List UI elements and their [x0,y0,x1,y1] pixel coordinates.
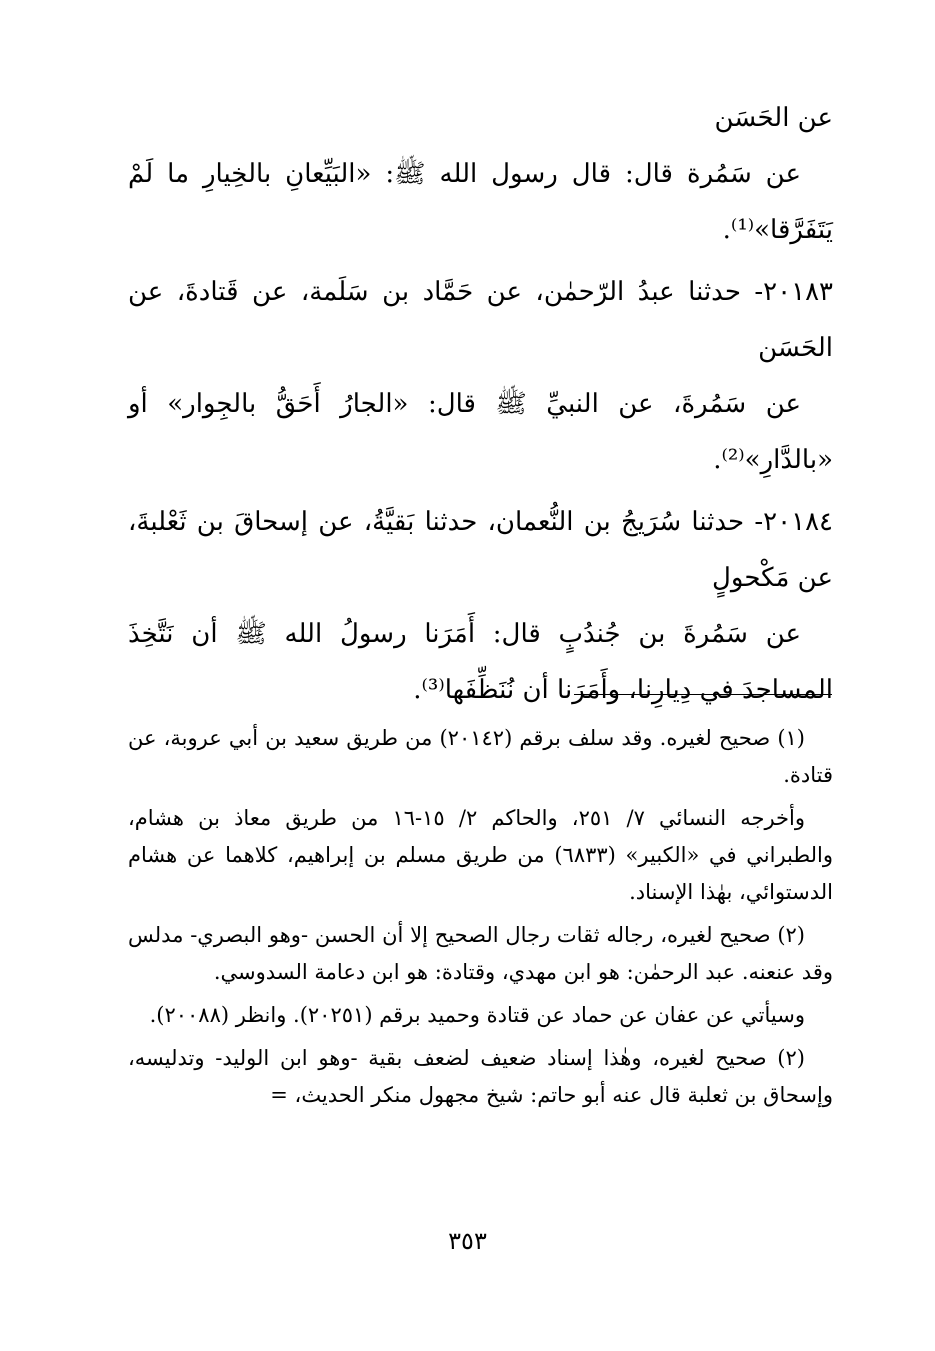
footnote: وسيأتي عن عفان عن حماد عن قتادة وحميد برقم (٢٠٢٥١). وانظر (٢٠٠٨٨). [149,1003,805,1027]
main-text [128,90,833,718]
hadith-text: عن سَمُرةَ بن جُندُبٍ قال: أَمَرَنا رسولُ الله ﷺ أن نَتَّخِذَ المساجدَ في دِيارِنا، وأَمَرَنا أن نُنَظِّفَها⁽³⁾. [128,619,833,705]
footnote: (٢) صحيح لغيره، وهٰذا إسناد ضعيف لضعف بقية -وهو ابن الوليد- وتدليسه، وإسحاق بن ثعلبة قال عنه أبو حاتم: شيخ مجهول منكر الحديث، = [128,1046,833,1107]
footnote: (١) صحيح لغيره. وقد سلف برقم (٢٠١٤٢) من طريق سعيد بن أبي عروبة، عن قتادة. [128,726,833,787]
footnote: وأخرجه النسائي ٧/ ٢٥١، والحاكم ٢/ ١٥-١٦ من طريق معاذ بن هشام، والطبراني في «الكبير» (٦٨٣٣) من طريق مسلم بن إبراهيم، كلاهما عن هشام الدستوائي، بهٰذا الإسناد. [128,806,833,904]
page-number: ٣٥٣ [448,1227,487,1255]
hadith-text: عن سَمُرة قال: قال رسول الله ﷺ: «البَيِّعانِ بالخِيارِ ما لَمْ يَتَفَرَّقا»⁽¹⁾. [128,159,833,245]
footnote-separator [574,694,832,695]
footnote: (٢) صحيح لغيره، رجاله ثقات رجال الصحيح إلا أن الحسن -وهو البصري- مدلس وقد عنعنه. عبد الرحمٰن: هو ابن مهدي، وقتادة: هو ابن دعامة السدوسي. [128,923,833,984]
hadith-text: عن سَمُرةَ، عن النبيِّ ﷺ قال: «الجارُ أَحَقُّ بالجِوار» أو «بالدَّارِ»⁽²⁾. [128,389,833,475]
isnad-tail: عن الحَسَن [714,103,833,133]
footnotes [128,720,833,1120]
hadith-chain: ٢٠١٨٤- حدثنا سُرَيجُ بن النُّعمان، حدثنا بَقيَّةُ، عن إسحاقَ بن ثَعْلبةَ، عن مَكْحولٍ [128,507,833,593]
hadith-chain: ٢٠١٨٣- حدثنا عبدُ الرّحمٰن، عن حَمَّاد بن سَلَمة، عن قَتادةَ، عن الحَسَن [128,277,833,363]
